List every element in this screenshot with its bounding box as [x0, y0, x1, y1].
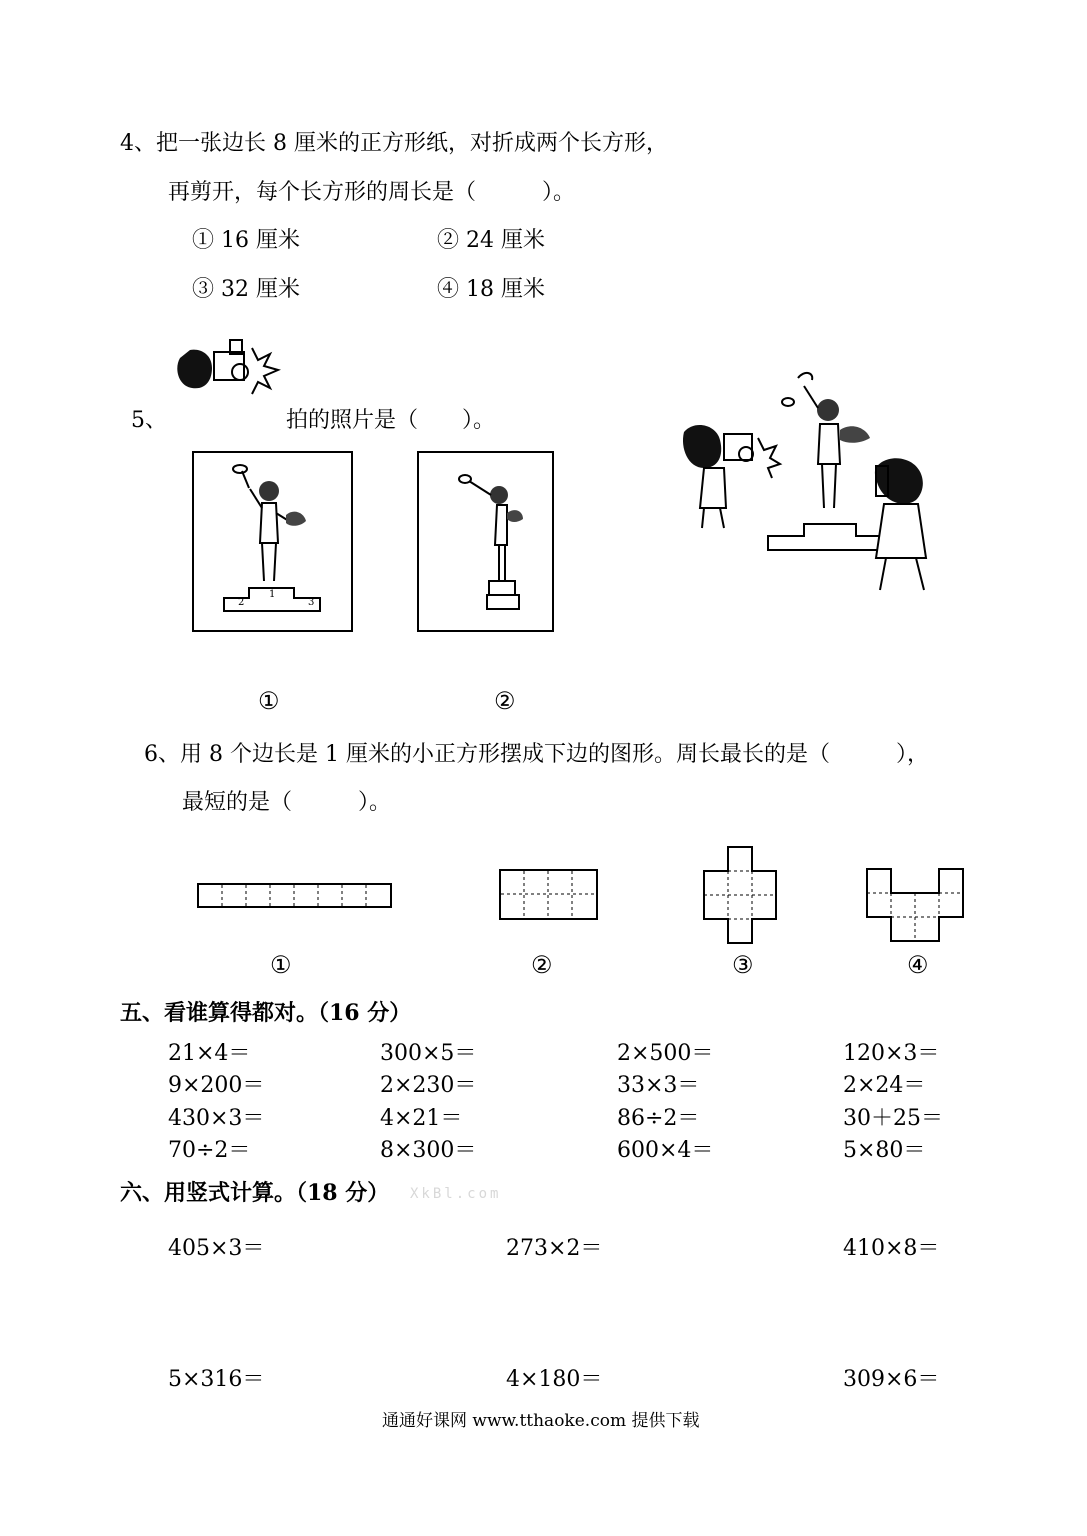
q4-line2: 再剪开，每个长方形的周长是（ ）。	[168, 180, 576, 205]
page-footer: 通通好课网 www.tthaoke.com 提供下载	[382, 1411, 700, 1431]
calc-r3-c2: 4×21＝	[380, 1106, 463, 1131]
calc-r4-c3: 600×4＝	[617, 1138, 714, 1163]
calc-r1-c1: 21×4＝	[168, 1041, 251, 1066]
figure-1-strip	[197, 883, 393, 909]
calc-r2-c3: 33×3＝	[617, 1073, 700, 1098]
q5-number: 5、	[131, 408, 167, 433]
calc-r2-c4: 2×24＝	[843, 1073, 926, 1098]
figure-label-4: ④	[907, 951, 929, 979]
watermark: XkBl.com	[410, 1186, 502, 1202]
q4-option-4: ④ 18 厘米	[437, 277, 545, 302]
vertical-calc-r1-c3: 410×8＝	[843, 1236, 940, 1261]
q4-option-2: ② 24 厘米	[437, 228, 545, 253]
figure-2-rectangle	[499, 869, 599, 921]
q4-option-1: ① 16 厘米	[192, 228, 300, 253]
calc-r3-c1: 430×3＝	[168, 1106, 265, 1131]
photo-option-2	[417, 451, 554, 632]
section-5-title: 五、看谁算得都对。（16 分）	[120, 1000, 412, 1026]
vertical-calc-r2-c1: 5×316＝	[168, 1367, 265, 1392]
calc-r1-c2: 300×5＝	[380, 1041, 477, 1066]
figure-label-2: ②	[531, 951, 553, 979]
podium-number-2: 2	[238, 597, 245, 608]
section-6-title: 六、用竖式计算。（18 分）	[120, 1180, 390, 1206]
vertical-calc-r2-c3: 309×6＝	[843, 1367, 940, 1392]
calc-r2-c2: 2×230＝	[380, 1073, 477, 1098]
champion-side-view-icon	[419, 453, 552, 630]
photography-scene-illustration	[680, 368, 940, 600]
calc-r4-c4: 5×80＝	[843, 1138, 926, 1163]
calc-r4-c1: 70÷2＝	[168, 1138, 251, 1163]
figure-label-3: ③	[732, 951, 754, 979]
photo-label-2: ②	[494, 687, 516, 715]
q4-line1: 4、把一张边长 8 厘米的正方形纸，对折成两个长方形，	[120, 131, 668, 156]
vertical-calc-r1-c1: 405×3＝	[168, 1236, 265, 1261]
champion-front-view-icon	[194, 453, 351, 630]
figure-4-u-shape	[866, 868, 966, 944]
podium-number-1: 1	[269, 589, 276, 600]
photo-label-1: ①	[258, 687, 280, 715]
calc-r3-c4: 30＋25＝	[843, 1106, 943, 1131]
figure-label-1: ①	[270, 951, 292, 979]
vertical-calc-r1-c2: 273×2＝	[506, 1236, 603, 1261]
podium-number-3: 3	[308, 597, 315, 608]
calc-r1-c3: 2×500＝	[617, 1041, 714, 1066]
q6-line1: 6、用 8 个边长是 1 厘米的小正方形摆成下边的图形。周长最长的是（ ），	[144, 742, 929, 767]
calc-r2-c1: 9×200＝	[168, 1073, 265, 1098]
q6-line2: 最短的是（ ）。	[182, 790, 392, 815]
figure-3-cross	[703, 846, 779, 944]
photographer-girl-icon	[172, 338, 282, 396]
calc-r3-c3: 86÷2＝	[617, 1106, 700, 1131]
q5-prompt: 拍的照片是（ ）。	[286, 408, 496, 433]
q4-option-3: ③ 32 厘米	[192, 277, 300, 302]
calc-r4-c2: 8×300＝	[380, 1138, 477, 1163]
vertical-calc-r2-c2: 4×180＝	[506, 1367, 603, 1392]
calc-r1-c4: 120×3＝	[843, 1041, 940, 1066]
photo-option-1	[192, 451, 353, 632]
